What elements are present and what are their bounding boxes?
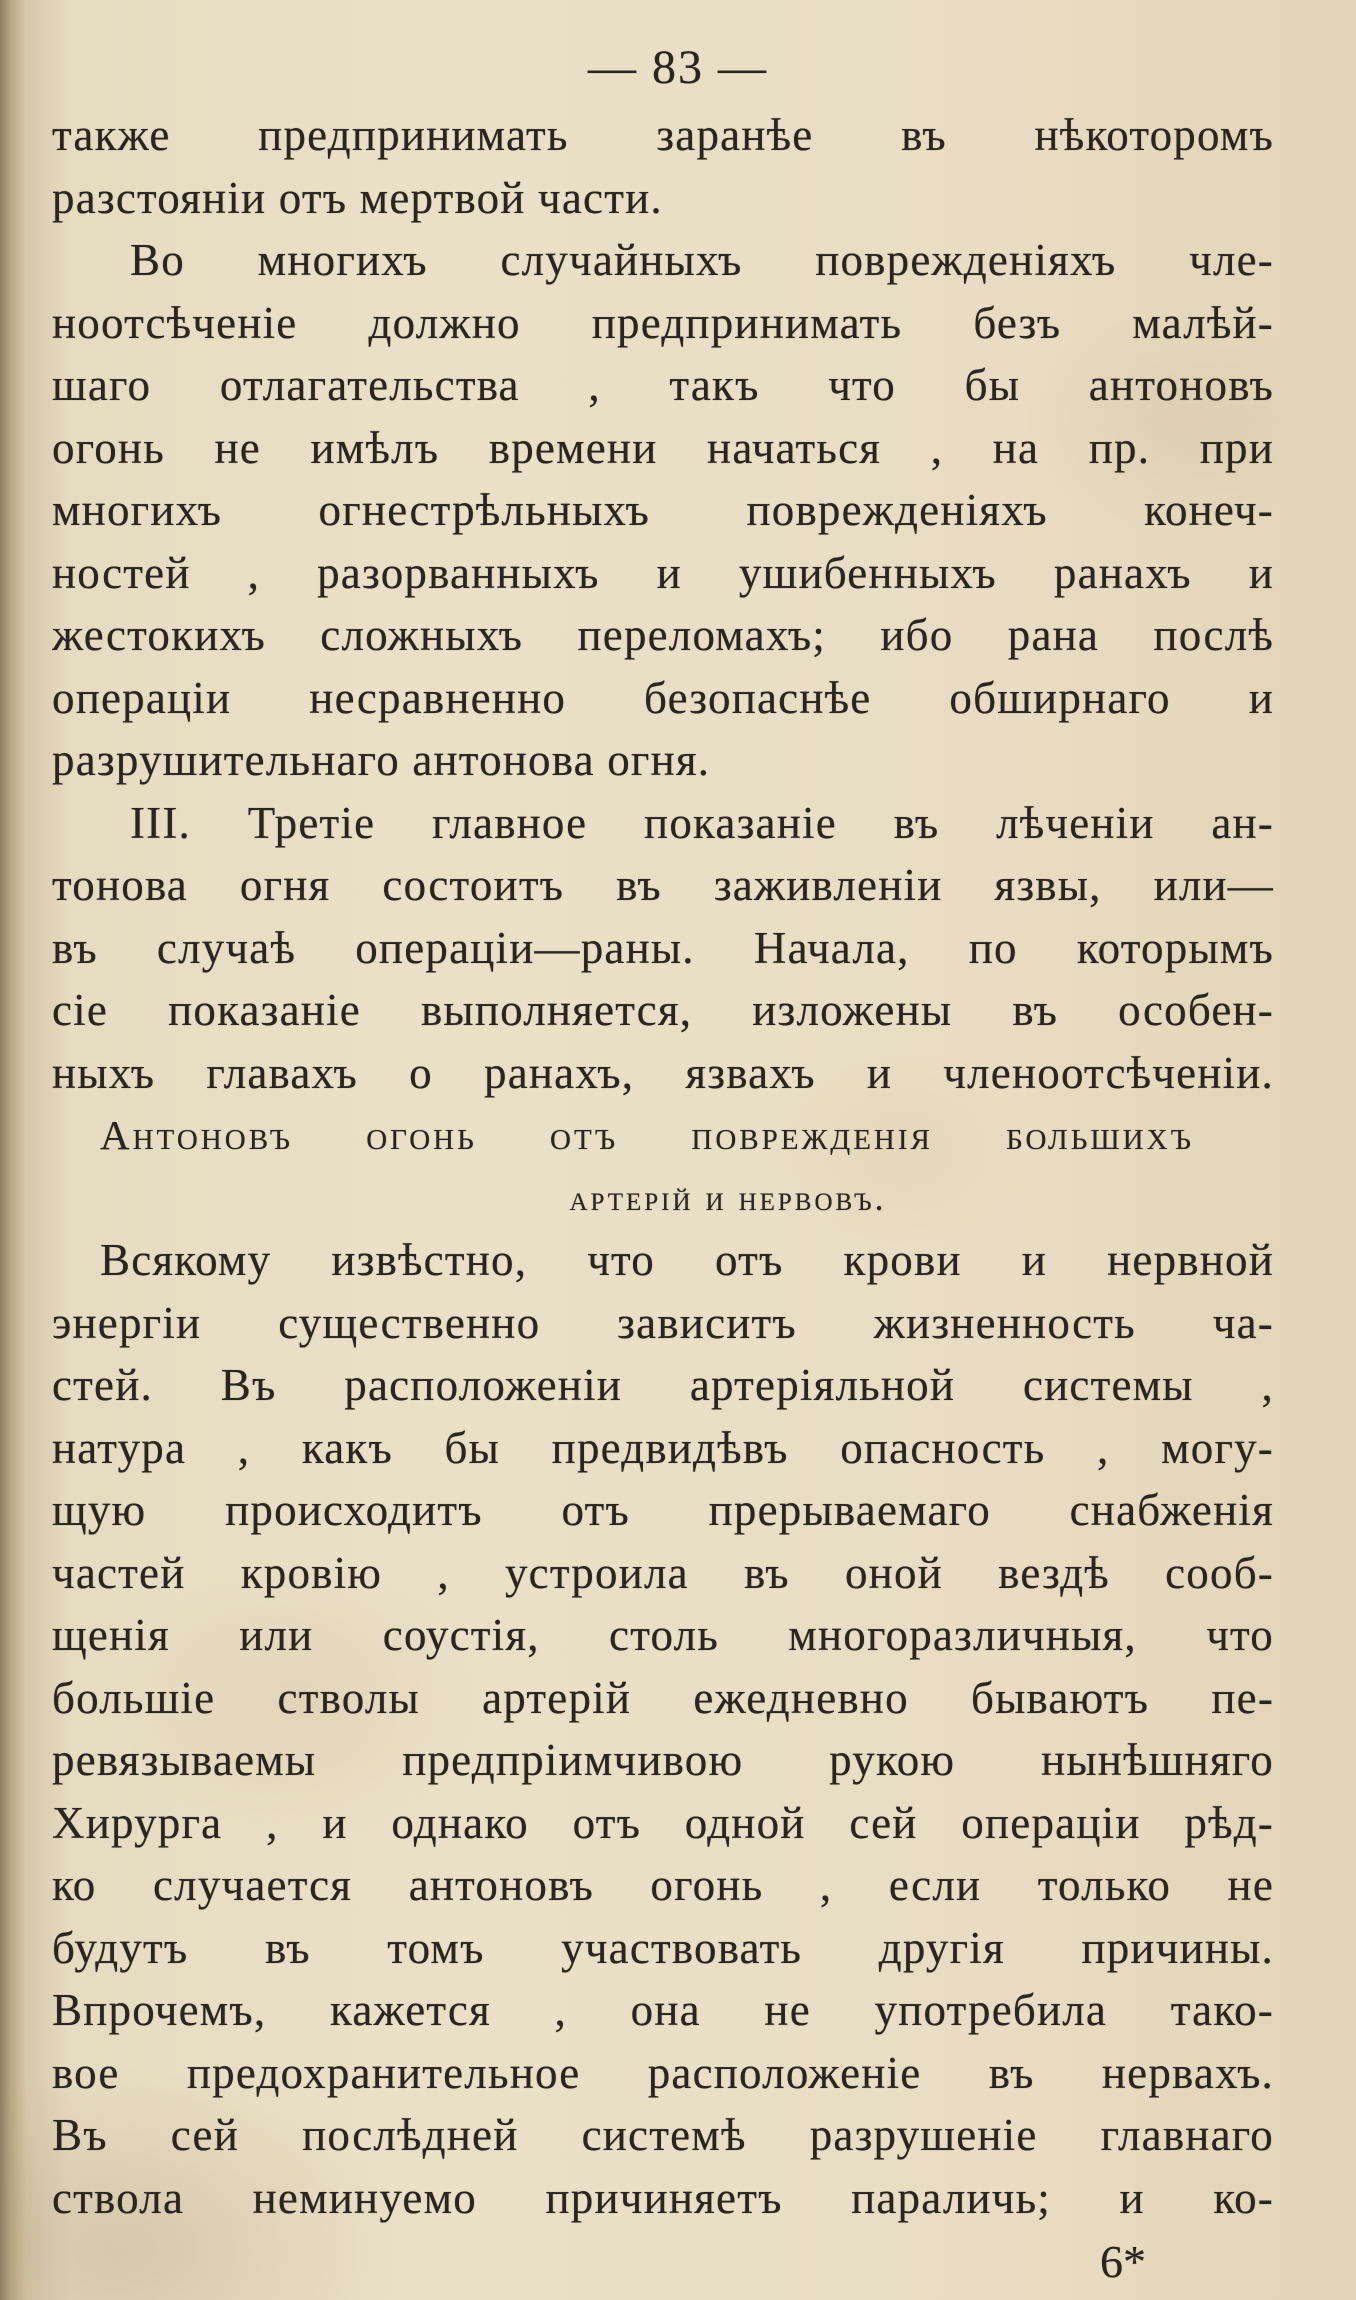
text-line: вое предохранительное расположеніе въ нервахъ. [52,2047,1274,2098]
section-heading-line: артерій и нервовъ. [569,1177,887,1218]
text-line: частей кровію , устроила въ оной вездѣ сооб- [52,1547,1274,1598]
paragraph [52,792,1274,1105]
text-line: также предпринимать заранѣе въ нѣкоторомъ [52,110,1274,160]
text-line: ныхъ главахъ о ранахъ, язвахъ и членоотсѣченіи. [52,1047,1274,1098]
text-line: многихъ огнестрѣльныхъ поврежденіяхъ конеч- [52,485,1274,535]
text-line: будутъ въ томъ участвовать другія причины. [52,1922,1274,1973]
text-line: ностей , разорванныхъ и ушибенныхъ ранахъ и [52,547,1274,598]
text-line: щую происходитъ отъ прерываемаго снабженія [52,1485,1274,1535]
text-line: энергіи существенно зависитъ жизненность ча- [52,1297,1274,1348]
text-line: сіе показаніе выполняется, изложены въ особен- [52,985,1274,1035]
text-line: тонова огня состоитъ въ заживленіи язвы, или— [52,860,1274,910]
paragraph [52,229,1274,792]
text-line: большіе стволы артерій ежедневно бываютъ пе- [52,1672,1274,1723]
page-number: — 83 — [588,41,768,94]
text-line: Впрочемъ, кажется , она не употребила тако- [52,1985,1274,2035]
text-line: Во многихъ случайныхъ поврежденіяхъ чле- [130,235,1274,285]
text-line: ноотсѣченіе должно предпринимать безъ малѣй- [52,297,1274,348]
text-line: Всякому извѣстно, что отъ крови и нервной [100,1235,1274,1285]
text-line: огонь не имѣлъ времени начаться , на пр. при [52,422,1274,473]
paragraph-continuation [52,104,1274,229]
section-heading [52,1104,1274,1229]
signature-mark: 6* [1100,2236,1146,2287]
text-line: ко случается антоновъ огонь , если только не [52,1860,1274,1910]
paragraph [52,1229,1274,2229]
text-line: разстояніи отъ мертвой части. [52,172,663,223]
text-line: III. Третіе главное показаніе въ лѣченіи ан- [130,797,1274,848]
text-line: стей. Въ расположеніи артеріяльной системы , [52,1360,1274,1410]
text-line: Хирурга , и однако отъ одной сей операціи рѣд- [52,1797,1274,1848]
text-line: щенія или соустія, столь многоразличныя, что [52,1610,1274,1660]
text-line: жестокихъ сложныхъ переломахъ; ибо рана послѣ [52,610,1274,660]
text-line: операціи несравненно безопаснѣе обширнаго и [52,672,1274,723]
text-block [52,104,1274,2229]
text-line: Въ сей послѣдней системѣ разрушеніе главнаго [52,2110,1274,2160]
text-line: ревязываемы предпріимчивою рукою нынѣшняго [52,1735,1274,1785]
text-line: шаго отлагательства , такъ что бы антоновъ [52,360,1274,410]
text-line: въ случаѣ операціи—раны. Начала, по которымъ [52,922,1274,973]
text-line: разрушительнаго антонова огня. [52,735,711,785]
section-heading-line: Антоновъ огонь отъ поврежденія большихъ [100,1112,1194,1158]
text-line: натура , какъ бы предвидѣвъ опасность , могу- [52,1422,1274,1473]
text-line: ствола неминуемо причиняетъ параличь; и ко- [52,2172,1274,2223]
